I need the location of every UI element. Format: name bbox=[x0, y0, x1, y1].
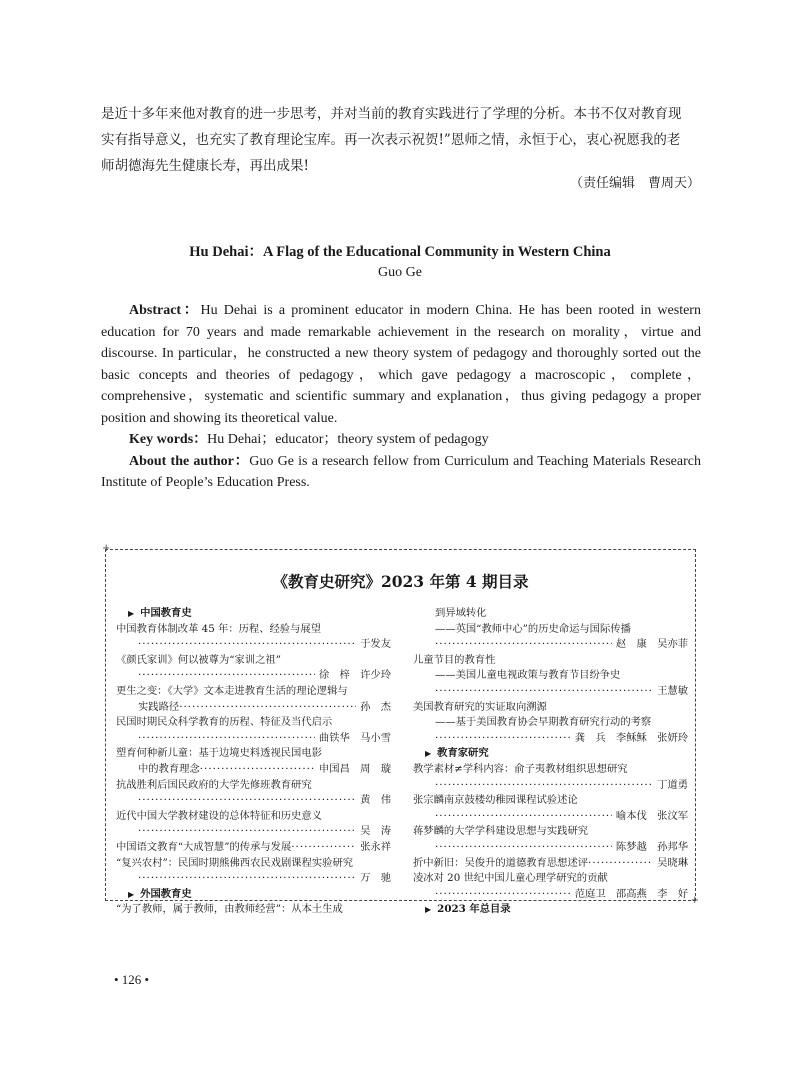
toc-section-heading: ▶ 2023 年总目录 bbox=[413, 902, 688, 918]
toc-entry-author: 龚 兵 李稣稣 张妍玲 bbox=[574, 731, 688, 744]
toc-entry-author-line bbox=[413, 840, 688, 856]
toc-entry-author-line bbox=[116, 762, 391, 778]
toc-entry-title-part: 折中新旧：吴俊升的道德教育思想述评 bbox=[413, 856, 589, 869]
toc-entry-author: 陈梦越 孙邦华 bbox=[615, 840, 688, 853]
toc-leader-dots bbox=[138, 793, 356, 809]
toc-entry-line: 教学素材≠学科内容：俞子夷教材组织思想研究 bbox=[413, 762, 628, 775]
toc-entry-line: ——英国“教师中心”的历史命运与国际传播 bbox=[435, 622, 631, 635]
toc-entry-line: 民国时期民众科学教育的历程、特征及当代启示 bbox=[116, 716, 333, 729]
responsible-editor: （责任编辑 曹周天） bbox=[569, 176, 700, 191]
toc-entry-author: 申国昌 周 璇 bbox=[318, 762, 391, 775]
toc-leader-dots bbox=[138, 668, 315, 684]
toc-entry-author-line bbox=[413, 856, 688, 872]
toc-entry-author: 范庭卫 邵高燕 李 好 bbox=[574, 887, 688, 900]
toc-entry-line: ——基于美国教育协会早期教育研究行动的考察 bbox=[435, 716, 652, 729]
english-abstract-block bbox=[101, 300, 701, 494]
toc-leader-dots bbox=[435, 887, 571, 903]
toc-leader-dots bbox=[435, 778, 653, 794]
toc-leader-dots bbox=[138, 824, 356, 840]
toc-entry-line: 近代中国大学教材建设的总体特征和历史意义 bbox=[116, 809, 322, 822]
intro-line: 师胡德海先生健康长寿，再出成果! bbox=[101, 158, 309, 174]
toc-entry-title-part: 实践路径 bbox=[138, 700, 180, 713]
toc-entry-author-line bbox=[116, 731, 391, 747]
table-of-contents-box bbox=[105, 549, 696, 916]
toc-entry-line: 美国教育研究的实证取向溯源 bbox=[413, 700, 547, 713]
toc-entry-line: 凌冰对 20 世纪中国儿童心理学研究的贡献 bbox=[413, 872, 608, 885]
toc-entry-line: ——美国儿童电视政策与教育节目纷争史 bbox=[435, 669, 621, 682]
toc-entry-line: 儿童节目的教育性 bbox=[413, 653, 496, 666]
toc-entry-line: 到异域转化 bbox=[435, 607, 487, 619]
toc-leader-dots bbox=[200, 762, 315, 778]
toc-entry-line: “复兴农村”：民国时期熊佛西农民戏剧课程实验研究 bbox=[116, 856, 354, 869]
toc-entry-author: 曲铁华 马小雪 bbox=[318, 731, 391, 744]
keywords-text: Hu Dehai；educator；theory system of pedagogy bbox=[207, 432, 489, 447]
page-number: • 126 • bbox=[114, 972, 150, 987]
toc-leader-dots bbox=[138, 637, 356, 653]
toc-entry-line: 更生之变：《大学》文本走进教育生活的理论逻辑与 bbox=[116, 684, 348, 697]
toc-section-heading: ▶ 教育家研究 bbox=[413, 746, 688, 762]
toc-entry-author-line bbox=[116, 871, 391, 887]
english-title: Hu Dehai：A Flag of the Educational Community in Western China bbox=[189, 244, 611, 260]
toc-entry-author: 孙 杰 bbox=[360, 700, 391, 713]
toc-right-column bbox=[413, 606, 688, 918]
toc-entry-author: 于发友 bbox=[360, 638, 391, 651]
toc-leader-dots bbox=[588, 856, 653, 872]
toc-entry-author-line bbox=[116, 637, 391, 653]
toc-leader-dots bbox=[435, 684, 653, 700]
toc-entry-author: 黄 伟 bbox=[360, 794, 391, 807]
toc-entry-author-line bbox=[413, 778, 688, 794]
toc-title: + 《教育史研究》2023 年第 4 期目录 bbox=[272, 572, 529, 591]
intro-line: 实有指导意义，也充实了教育理论宝库。再一次表示祝贺!”恩师之情，永恒于心，衷心祝愿我的老 bbox=[101, 132, 681, 148]
toc-leader-dots bbox=[435, 731, 571, 747]
toc-entry-author: 赵 康 吴亦菲 bbox=[615, 638, 688, 651]
toc-leader-dots bbox=[138, 871, 356, 887]
about-author-label: About the author： bbox=[129, 453, 250, 469]
toc-entry-author: 徐 梓 许少玲 bbox=[318, 669, 391, 682]
toc-entry-line: 蒋梦麟的大学学科建设思想与实践研究 bbox=[413, 825, 589, 838]
abstract-label: Abstract： bbox=[129, 303, 201, 318]
toc-entry-author-line bbox=[116, 668, 391, 684]
toc-entry-author: 喻本伐 张汶军 bbox=[615, 809, 688, 822]
about-author-text: Guo Ge is a research fellow from Curriculum and Teaching Materials Research Institute of People’s Education Press. bbox=[101, 453, 701, 490]
toc-entry-line: 抗战胜利后国民政府的大学先修班教育研究 bbox=[116, 778, 312, 791]
toc-entry-author-line bbox=[116, 824, 391, 840]
english-author: Guo Ge bbox=[378, 265, 422, 280]
toc-entry-author: 张永祥 bbox=[360, 840, 391, 853]
toc-entry-line: 《颜氏家训》何以被尊为“家训之祖” bbox=[116, 653, 281, 666]
keywords-paragraph bbox=[101, 429, 701, 451]
toc-entry-line: 张宗麟南京鼓楼幼稚园课程试验述论 bbox=[413, 794, 578, 807]
intro-line: 是近十多年来他对教育的进一步思考，并对当前的教育实践进行了学理的分析。本书不仅对教育现 bbox=[101, 106, 682, 122]
toc-leader-dots bbox=[291, 840, 356, 856]
toc-left-column bbox=[116, 606, 391, 918]
toc-entry-title-part: 中的教育理念 bbox=[138, 762, 200, 775]
toc-entry-author: 丁道勇 bbox=[657, 778, 688, 791]
toc-entry-line: 塑育何种新儿童：基于边境史料透视民国电影 bbox=[116, 747, 322, 760]
toc-entry-title-part: 中国语文教育“大成智慧”的传承与发展 bbox=[116, 840, 292, 853]
toc-leader-dots bbox=[179, 700, 356, 716]
toc-entry-author-line bbox=[413, 684, 688, 700]
toc-entry-author-line bbox=[413, 887, 688, 903]
toc-leader-dots bbox=[435, 809, 612, 825]
toc-entry-author-line bbox=[413, 637, 688, 653]
abstract-paragraph bbox=[101, 300, 701, 429]
toc-leader-dots bbox=[435, 840, 612, 856]
toc-leader-dots bbox=[138, 731, 315, 747]
toc-entry-line: “为了教师，属于教师，由教师经营”：从本土生成 bbox=[116, 903, 343, 916]
abstract-text: Hu Dehai is a prominent educator in modern China. He has been rooted in western education for 70 years and made remarkable achievement in the research on morality，virtue and discourse. In particular，he constructed a new theory system of pedagogy and thoroughly sorted out the basic concepts and theories of pedagogy，which gave pedagogy a macroscopic，complete，comprehensive，systematic and scientific summary and explanation，thus giving pedagogy a proper position and showing its theoretical value. bbox=[101, 303, 701, 426]
toc-entry-author-line bbox=[413, 731, 688, 747]
toc-section-heading: ▶ 外国教育史 bbox=[116, 887, 391, 903]
toc-entry-author-line bbox=[116, 700, 391, 716]
toc-entry-author: 吴晓琳 bbox=[657, 856, 688, 869]
toc-entry-author-line bbox=[116, 793, 391, 809]
toc-entry-author: 王慧敏 bbox=[657, 684, 688, 697]
intro-paragraph bbox=[101, 101, 701, 179]
toc-leader-dots bbox=[435, 637, 612, 653]
toc-entry-author-line bbox=[413, 809, 688, 825]
toc-entry-author: 吴 涛 bbox=[360, 825, 391, 838]
keywords-label: Key words： bbox=[129, 432, 208, 447]
toc-section-heading: ▶ 中国教育史 bbox=[116, 606, 391, 622]
toc-entry-author-line bbox=[116, 840, 391, 856]
about-author-paragraph bbox=[101, 451, 701, 494]
toc-entry-author: 万 驰 bbox=[360, 872, 391, 885]
toc-entry-line: 中国教育体制改革 45 年：历程、经验与展望 bbox=[116, 622, 321, 635]
